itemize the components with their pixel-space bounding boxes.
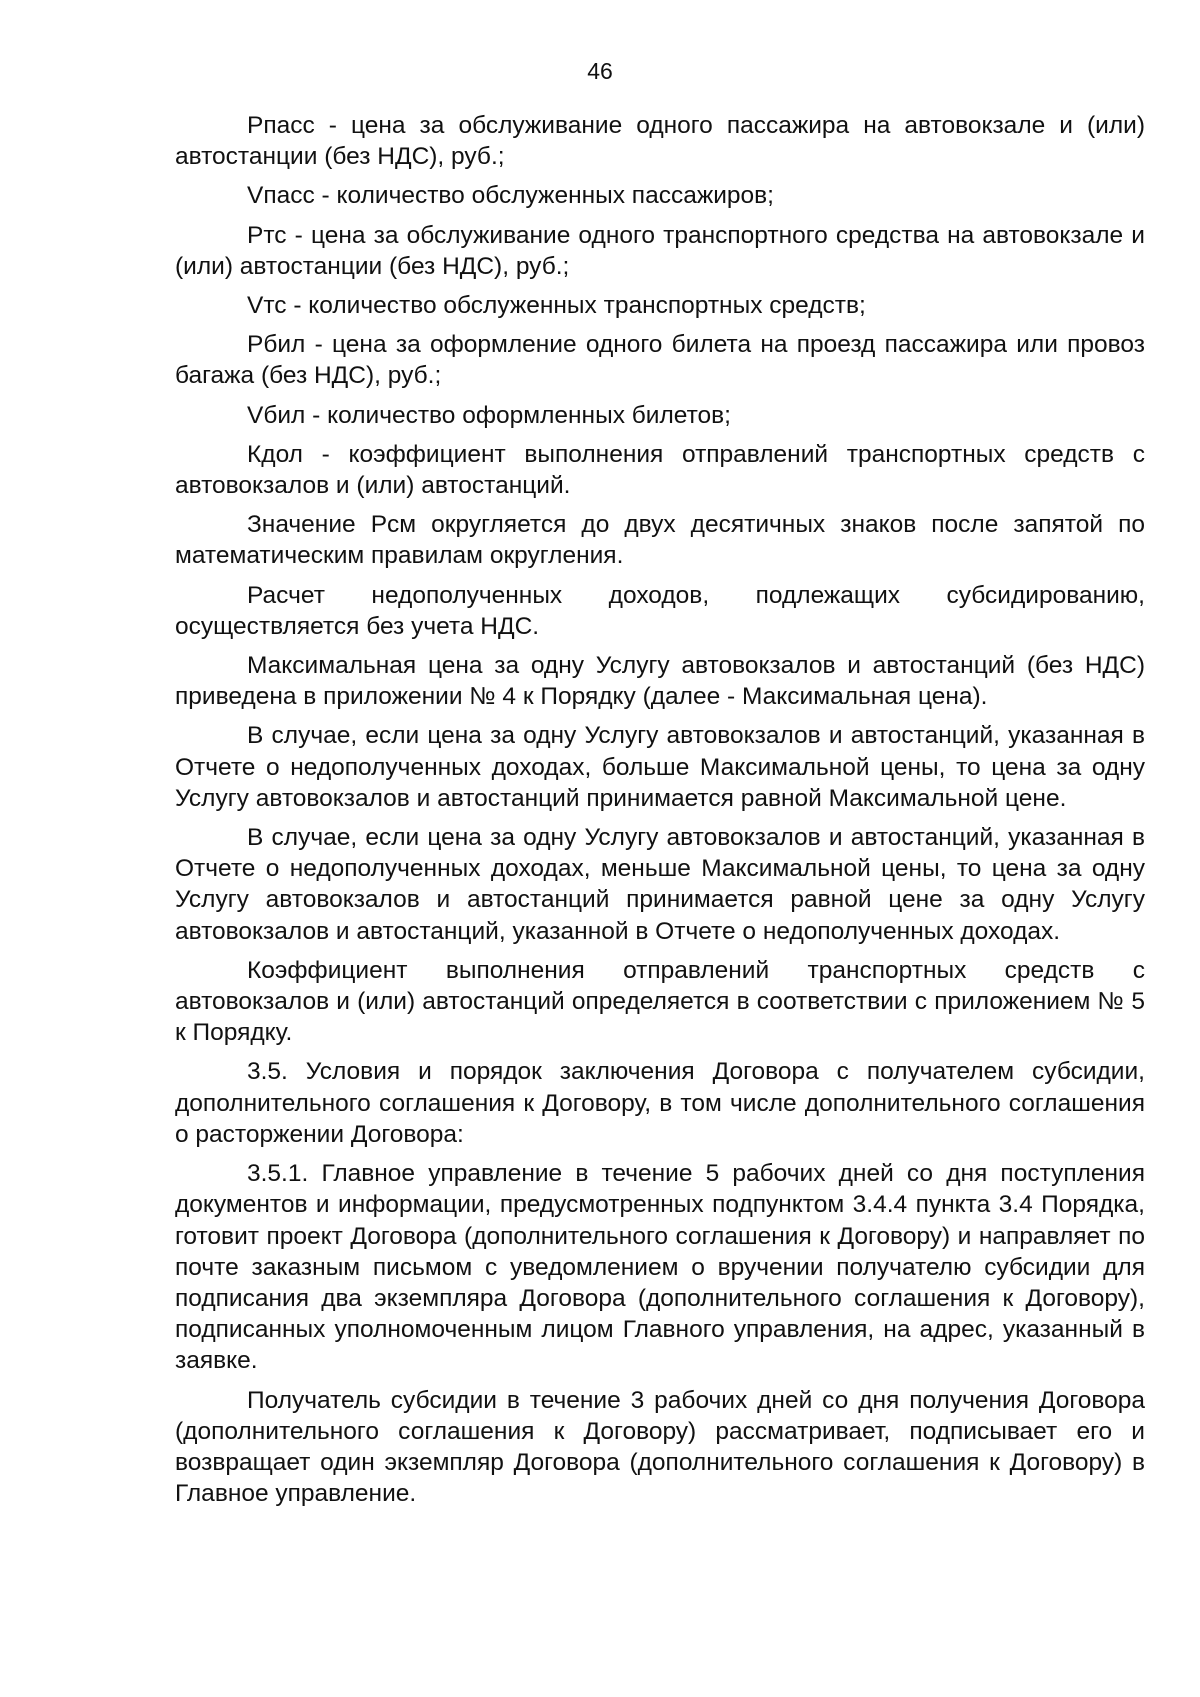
paragraph-price-less: В случае, если цена за одну Услугу автовокзалов и автостанций, указанная в Отчете о недополученных доходах, меньше Максимальной цены, то цена за одну Услугу автовокзалов и автостанций принимается равной цене за одну Услугу автовокзалов и автостанций, указанной в Отчете о недополученных доходах. (175, 824, 1145, 945)
paragraph-rbil: Рбил - цена за оформление одного билета на проезд пассажира или провоз багажа (без НДС), руб.; (175, 331, 1145, 390)
paragraph-vpass: Vпасс - количество обслуженных пассажиров; (247, 182, 774, 210)
document-body (175, 110, 1145, 1517)
paragraph-max-price: Максимальная цена за одну Услугу автовокзалов и автостанций (без НДС) приведена в приложении № 4 к Порядку (далее - Максимальная цена). (175, 652, 1145, 711)
paragraph-price-greater: В случае, если цена за одну Услугу автовокзалов и автостанций, указанная в Отчете о недополученных доходах, больше Максимальной цены, то цена за одну Услугу автовокзалов и автостанций принимается равной Максимальной цене. (175, 722, 1145, 812)
paragraph-rts: Ртс - цена за обслуживание одного транспортного средства на автовокзале и (или) автостанции (без НДС), руб.; (175, 221, 1145, 280)
paragraph-rpass: Рпасс - цена за обслуживание одного пассажира на автовокзале и (или) автостанции (без НДС), руб.; (175, 112, 1145, 171)
paragraph-coefficient: Коэффициент выполнения отправлений транспортных средств с автовокзалов и (или) автостанций определяется в соответствии с приложением № 5 к Порядку. (175, 956, 1145, 1047)
paragraph-section-3-5-1: 3.5.1. Главное управление в течение 5 рабочих дней со дня поступления документов и информации, предусмотренных подпунктом 3.4.4 пункта 3.4 Порядка, готовит проект Договора (дополнительного соглашения к Договору) и направляет по почте заказным письмом с уведомлением о вручении получателю субсидии для подписания два экземпляра Договора (дополнительного соглашения к Договору), подписанных уполномоченным лицом Главного управления, на адрес, указанный в заявке. (175, 1160, 1145, 1375)
paragraph-kdol: Кдол - коэффициент выполнения отправлений транспортных средств с автовокзалов и (или) автостанций. (175, 440, 1145, 500)
paragraph-vts: Vтс - количество обслуженных транспортных средств; (247, 292, 866, 320)
paragraph-rounding: Значение Рсм округляется до двух десятичных знаков после запятой по математическим правилам округления. (175, 511, 1145, 570)
paragraph-vbil: Vбил - количество оформленных билетов; (247, 401, 731, 429)
paragraph-recipient-signing: Получатель субсидии в течение 3 рабочих дней со дня получения Договора (дополнительного соглашения к Договору) рассматривает, подписывает его и возвращает один экземпляр Договора (дополнительного соглашения к Договору) в Главное управление. (175, 1386, 1145, 1508)
paragraph-vat: Расчет недополученных доходов, подлежащих субсидированию, осуществляется без учета НДС. (175, 581, 1145, 640)
page-number: 46 (587, 58, 613, 84)
paragraph-section-3-5: 3.5. Условия и порядок заключения Договора с получателем субсидии, дополнительного соглашения к Договору, в том числе дополнительного соглашения о расторжении Договора: (175, 1058, 1145, 1148)
